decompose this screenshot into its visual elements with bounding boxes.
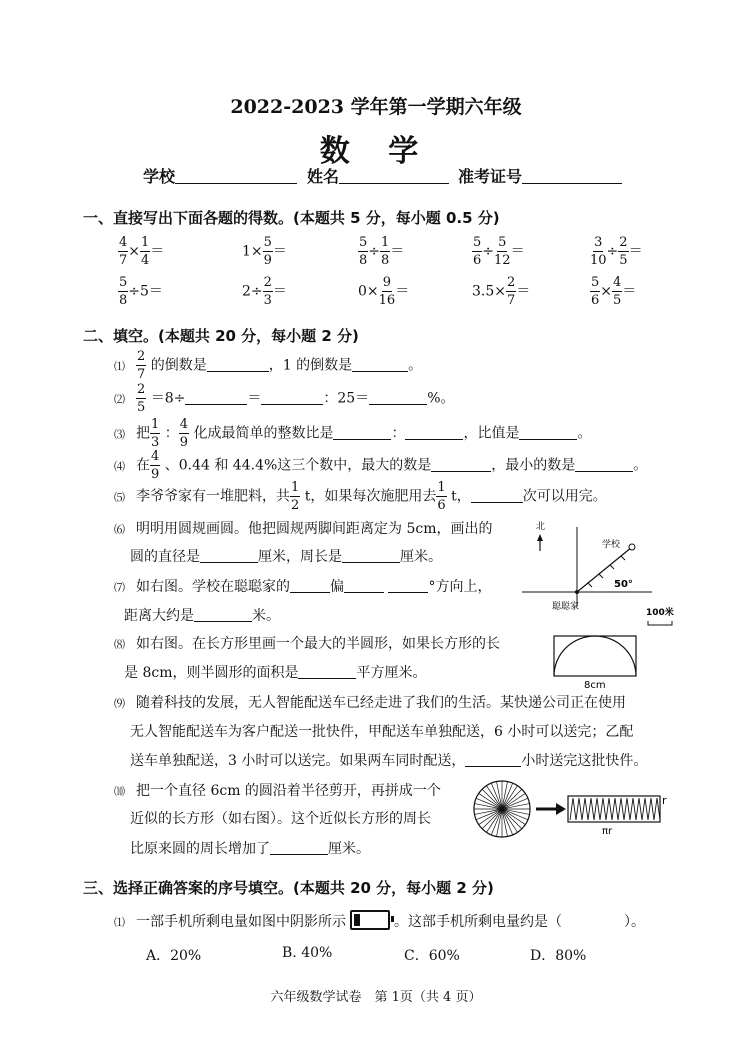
calc-item: $\frac{3}{10}$ ÷ $\frac{2}{5}$ ＝	[590, 235, 643, 268]
calc-item: 2÷ $\frac{2}{3}$ ＝	[242, 275, 287, 308]
answer-blank[interactable]	[352, 357, 408, 372]
q2-4: ⑷ 在 $\frac{4}{9}$ 、0.44 和 44.4%这三个数中，最大的数是 ，最小的数是 。	[114, 449, 648, 482]
school-field[interactable]	[143, 164, 297, 187]
option-d[interactable]: D．80%	[530, 948, 587, 964]
answer-blank[interactable]	[465, 752, 521, 767]
exam-no-label: 准考证号	[458, 167, 523, 186]
semicircle-figure	[550, 632, 642, 690]
calc-item: 0× $\frac{9}{16}$ ＝	[358, 275, 410, 308]
answer-blank[interactable]	[200, 548, 258, 563]
fraction: $\frac{5}{8}$	[359, 235, 368, 268]
option-b[interactable]: B. 40%	[282, 945, 333, 961]
home-point	[575, 590, 579, 594]
calc-item: $\frac{5}{8}$ ÷5＝	[119, 275, 163, 308]
home-label: 聪聪家	[552, 602, 580, 612]
q2-7-line2: 距离大约是 米。	[124, 608, 280, 624]
answer-blank[interactable]	[270, 840, 328, 855]
fraction: $\frac{1}{4}$	[141, 235, 150, 268]
school-label: 学校	[602, 540, 621, 550]
north-label: 北	[536, 522, 546, 532]
north-arrow-head	[537, 534, 543, 541]
semicircle	[554, 636, 636, 676]
school-point	[629, 544, 635, 550]
answer-blank[interactable]	[388, 578, 428, 593]
answer-blank[interactable]	[290, 578, 330, 593]
option-a[interactable]: A．20%	[146, 948, 202, 964]
fraction: $\frac{5}{9}$	[263, 235, 272, 268]
section1-heading: 一、直接写出下面各题的得数。(本题共 5 分，每小题 0.5 分)	[83, 209, 500, 227]
q2-6: ⑹ 明明用圆规画圆。他把圆规两脚间距离定为 5cm，画出的	[114, 521, 493, 537]
answer-blank[interactable]	[471, 488, 523, 503]
compass-figure	[522, 517, 682, 629]
q2-10: ⑽ 把一个直径 6cm 的圆沿着半径剪开，再拼成一个	[114, 783, 441, 799]
answer-blank[interactable]	[333, 425, 391, 440]
approx-rectangle	[568, 796, 660, 822]
calc-item: $\frac{5}{6}$ × $\frac{4}{5}$ ＝	[591, 275, 637, 308]
calc-item: 1× $\frac{5}{9}$ ＝	[242, 235, 287, 268]
answer-blank[interactable]	[207, 357, 269, 372]
answer-blank[interactable]	[519, 425, 577, 440]
fraction: $\frac{9}{16}$	[378, 275, 396, 308]
q2-6-line2: 圆的直径是 厘米，周长是 厘米。	[130, 549, 442, 565]
transform-arrow-head	[556, 803, 566, 815]
q2-1: ⑴ $\frac{2}{7}$ 的倒数是 ，1 的倒数是 。	[114, 349, 423, 382]
name-field[interactable]	[307, 164, 449, 187]
section2-heading: 二、填空。(本题共 20 分，每小题 2 分)	[83, 327, 359, 345]
fraction: $\frac{1}{8}$	[381, 235, 390, 268]
answer-blank[interactable]	[405, 425, 463, 440]
q2-10-line3: 比原来圆的周长增加了 厘米。	[130, 841, 370, 857]
battery-icon	[350, 910, 390, 930]
q2-8-line2: 是 8cm，则半圆形的面积是 平方厘米。	[124, 665, 427, 681]
radius-label: r	[662, 794, 667, 807]
option-c[interactable]: C．60%	[404, 948, 460, 964]
fraction: $\frac{2}{5}$	[619, 235, 628, 268]
answer-blank[interactable]	[369, 390, 427, 405]
angle-label: 50°	[614, 579, 633, 590]
q2-9-line2: 无人智能配送车为客户配送一批快件，甲配送车单独配送，6 小时可以送完；乙配	[130, 724, 634, 740]
fraction: $\frac{3}{10}$	[590, 235, 607, 268]
answer-blank[interactable]	[298, 664, 356, 679]
q2-3: ⑶ 把 $\frac{1}{3}$ ： $\frac{4}{9}$ 化成最简单的整数比是 ： ，比值是 。	[114, 417, 592, 450]
answer-blank[interactable]	[185, 390, 247, 405]
q2-5: ⑸ 李爷爷家有一堆肥料，共 $\frac{1}{2}$ t，如果每次施肥用去 $\frac{1}{6}$ t， 次可以用完。	[114, 480, 607, 513]
q2-9: ⑼ 随着科技的发展，无人智能配送车已经走进了我们的生活。某快递公司正在使用	[114, 695, 626, 711]
answer-blank[interactable]	[194, 607, 252, 622]
q2-7: ⑺ 如右图。学校在聪聪家的 偏 °方向上，	[114, 579, 492, 595]
subject-title: 数 学	[319, 134, 433, 169]
q2-10-line2: 近似的长方形（如右图）。这个近似长方形的周长	[130, 811, 431, 827]
circle-to-rectangle-figure	[472, 778, 672, 840]
fraction: $\frac{2}{7}$	[507, 275, 516, 308]
q2-8: ⑻ 如右图。在长方形里画一个最大的半圆形，如果长方形的长	[114, 636, 500, 652]
calc-item: $\frac{5}{8}$ ÷ $\frac{1}{8}$ ＝	[359, 235, 405, 268]
name-label: 姓名	[307, 167, 340, 186]
exam-title: 2022-2023 学年第一学期六年级	[230, 96, 522, 118]
answer-blank[interactable]	[344, 578, 384, 593]
answer-blank[interactable]	[575, 457, 633, 472]
rectangle	[554, 636, 636, 676]
answer-blank[interactable]	[261, 390, 323, 405]
school-label: 学校	[143, 167, 176, 186]
page-footer: 六年级数学试卷 第 1页（共 4 页）	[270, 990, 482, 1005]
fraction: $\frac{5}{12}$	[494, 235, 511, 268]
calc-item: 3.5× $\frac{2}{7}$ ＝	[472, 275, 531, 308]
fraction: $\frac{2}{3}$	[263, 275, 272, 308]
section3-heading: 三、选择正确答案的序号填空。(本题共 20 分，每小题 2 分)	[83, 879, 494, 897]
q2-2: ⑵ $\frac{2}{5}$ ＝8÷ ＝ ：25＝ %。	[114, 382, 455, 415]
fraction: $\frac{4}{7}$	[119, 235, 128, 268]
calc-item: $\frac{4}{7}$ × $\frac{1}{4}$ ＝	[119, 235, 165, 268]
exam-no-field[interactable]	[458, 164, 622, 187]
pir-label: πr	[602, 826, 613, 837]
scale-bar	[648, 621, 672, 625]
fraction: $\frac{5}{6}$	[473, 235, 482, 268]
q2-9-line3: 送车单独配送，3 小时可以送完。如果两车同时配送， 小时送完这批快件。	[130, 753, 648, 769]
scale-label: 100米	[646, 608, 674, 618]
calc-item: $\frac{5}{6}$ ÷ $\frac{5}{12}$ ＝	[473, 235, 525, 268]
fraction: $\frac{5}{6}$	[591, 275, 600, 308]
answer-blank[interactable]	[342, 548, 400, 563]
length-label: 8cm	[584, 680, 606, 690]
fraction: $\frac{4}{5}$	[613, 275, 622, 308]
fraction: $\frac{5}{8}$	[119, 275, 128, 308]
q3-1: ⑴ 一部手机所剩电量如图中阴影所示 。这部手机所剩电量约是（ ）。	[114, 910, 645, 931]
answer-blank[interactable]	[431, 457, 491, 472]
